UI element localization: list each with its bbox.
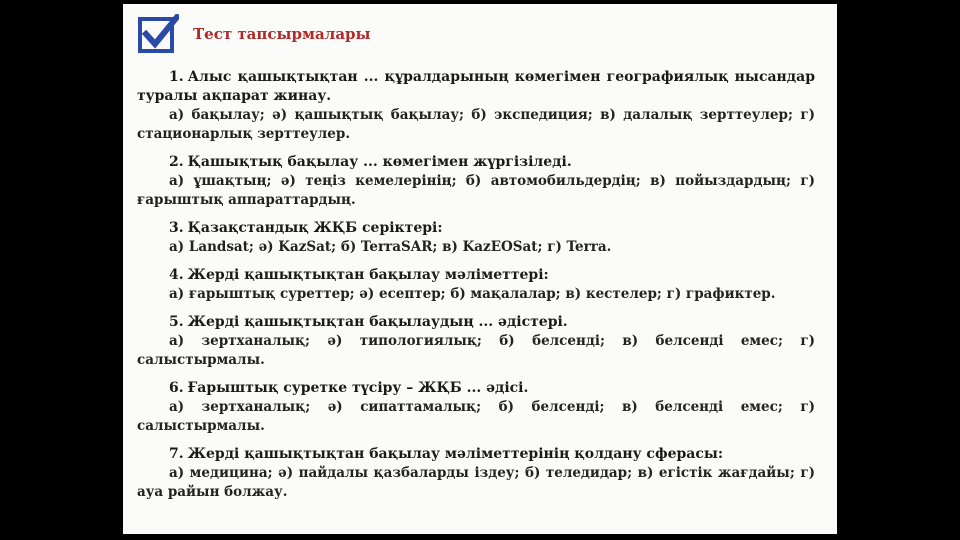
question-text: Жерді қашықтықтан бақылау мәліметтерінің қолдану сферасы: bbox=[187, 446, 724, 462]
worksheet-page bbox=[123, 4, 837, 534]
question-number: 3. bbox=[169, 220, 184, 236]
answer-options: а) ұшақтың; ә) теңіз кемелерінің; б) автомобильдердің; в) пойыздардың; г) ғарыштық аппараттардың. bbox=[137, 173, 815, 208]
question-6 bbox=[137, 379, 815, 436]
answer-options: а) бақылау; ә) қашықтық бақылау; б) экспедиция; в) далалық зерттеулер; г) стационарлық зерттеулер. bbox=[137, 107, 815, 142]
question-7 bbox=[137, 445, 815, 502]
question-1 bbox=[137, 68, 815, 144]
question-number: 4. bbox=[169, 267, 184, 283]
question-text: Алыс қашықтықтан ... құралдарының көмегімен географиялық нысандар туралы ақпарат жинау. bbox=[137, 69, 815, 104]
question-number: 6. bbox=[169, 380, 184, 396]
checkbox-icon bbox=[137, 14, 179, 54]
question-number: 7. bbox=[169, 446, 184, 462]
header bbox=[137, 14, 815, 54]
answer-options: а) зертханалық; ә) сипаттамалық; б) белсенді; в) белсенді емес; г) салыстырмалы. bbox=[137, 399, 815, 434]
question-text: Ғарыштық суретке түсіру – ЖҚБ ... әдісі. bbox=[187, 380, 529, 396]
page-title: Тест тапсырмалары bbox=[193, 25, 371, 43]
question-number: 2. bbox=[169, 154, 184, 170]
answer-options: а) зертханалық; ә) типологиялық; б) белсенді; в) белсенді емес; г) салыстырмалы. bbox=[137, 333, 815, 368]
question-text: Жерді қашықтықтан бақылау мәліметтері: bbox=[187, 267, 549, 283]
question-number: 1. bbox=[169, 69, 184, 85]
question-5 bbox=[137, 313, 815, 370]
question-number: 5. bbox=[169, 314, 184, 330]
question-text: Қазақстандық ЖҚБ серіктері: bbox=[187, 220, 443, 236]
question-text: Қашықтық бақылау ... көмегімен жүргізіледі. bbox=[187, 154, 572, 170]
answer-options: а) Landsat; ә) KazSat; б) TerraSAR; в) KazEOSat; г) Terra. bbox=[169, 239, 612, 255]
answer-options: а) ғарыштық суреттер; ә) есептер; б) мақалалар; в) кестелер; г) графиктер. bbox=[169, 286, 776, 302]
answer-options: а) медицина; ә) пайдалы қазбаларды іздеу; б) теледидар; в) егістік жағдайы; г) ауа райын болжау. bbox=[137, 465, 815, 500]
question-3 bbox=[137, 219, 815, 257]
question-2 bbox=[137, 153, 815, 210]
question-4 bbox=[137, 266, 815, 304]
question-text: Жерді қашықтықтан бақылаудың ... әдістері. bbox=[187, 314, 568, 330]
